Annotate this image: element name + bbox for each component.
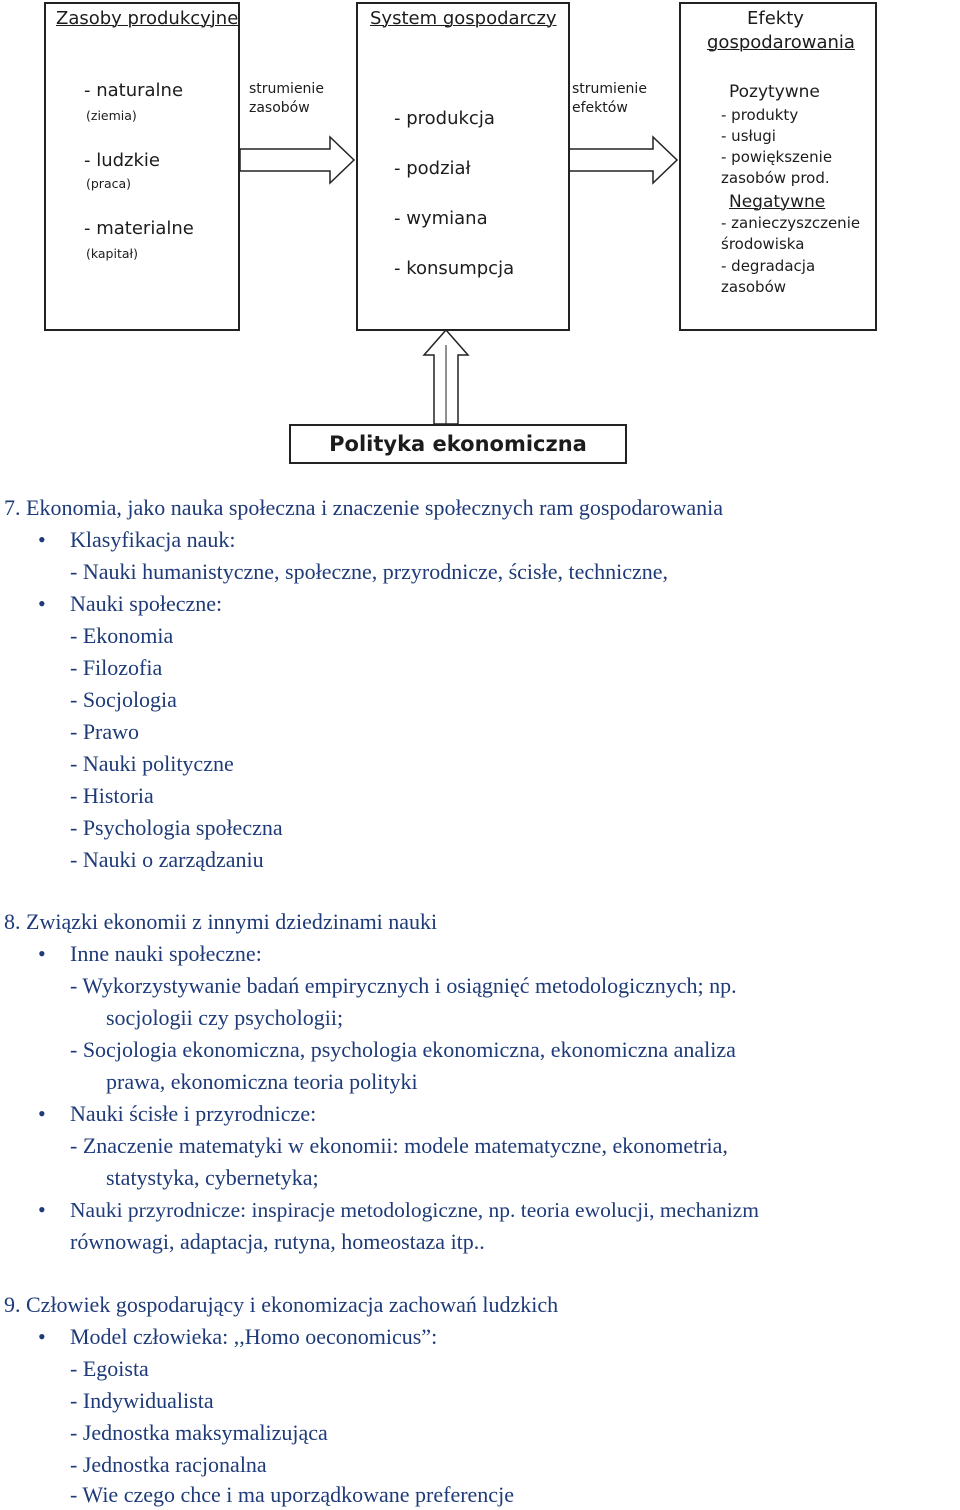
dash-item: - Socjologia: [70, 687, 177, 712]
positive-item: - powiększenie: [721, 148, 833, 166]
dash-item: - Jednostka maksymalizująca: [70, 1420, 328, 1445]
dash-item: - Ekonomia: [70, 623, 174, 648]
resource-note: (kapitał): [86, 246, 138, 261]
bullet-text-continued: równowagi, adaptacja, rutyna, homeostaza itp..: [70, 1229, 485, 1254]
dash-item: - Nauki humanistyczne, społeczne, przyrodnicze, ścisłe, techniczne,: [70, 559, 669, 584]
dash-item: - Jednostka racjonalna: [70, 1452, 267, 1477]
arrow-system-to-effects: [567, 137, 677, 183]
box-title-line: Efekty: [747, 8, 804, 29]
bullet-icon: •: [38, 1197, 46, 1222]
negative-item: - zanieczyszczenie: [721, 214, 861, 232]
economic-system-diagram: [0, 0, 960, 470]
flow-label-resources: [249, 80, 324, 118]
positive-item: zasobów prod.: [721, 169, 830, 187]
flow-label-effects: [572, 80, 647, 118]
system-item: - podział: [394, 158, 471, 179]
economic-policy-box: [289, 424, 627, 464]
bullet-icon: •: [38, 527, 46, 552]
bullet-text: Nauki społeczne:: [70, 591, 223, 616]
dash-item: - Nauki o zarządzaniu: [70, 847, 264, 872]
dash-item: - Nauki polityczne: [70, 751, 234, 776]
bullet-icon: •: [38, 941, 46, 966]
flow-label-line: strumienie: [572, 81, 647, 97]
resource-note: (praca): [86, 176, 132, 191]
dash-item: - Wykorzystywanie badań empirycznych i osiągnięć metodologicznych; np.: [70, 973, 737, 998]
system-item: - wymiana: [394, 208, 488, 229]
box-title: Zasoby produkcyjne: [56, 8, 239, 29]
policy-label: Polityka ekonomiczna: [329, 432, 587, 456]
economic-effects-box: [679, 2, 877, 331]
positive-item: - produkty: [721, 106, 799, 124]
dash-item-continued: prawa, ekonomiczna teoria polityki: [106, 1069, 418, 1094]
negative-item: zasobów: [721, 278, 787, 296]
bullet-text: Model człowieka: ,,Homo oeconomicus”:: [70, 1324, 438, 1349]
dash-item: - Socjologia ekonomiczna, psychologia ekonomiczna, ekonomiczna analiza: [70, 1037, 736, 1062]
dash-item-continued: statystyka, cybernetyka;: [106, 1165, 319, 1190]
negative-item: środowiska: [721, 235, 805, 253]
dash-item: - Egoista: [70, 1356, 149, 1381]
arrow-policy-to-system: [424, 330, 468, 424]
dash-item: - Psychologia społeczna: [70, 815, 283, 840]
flow-label-line: strumienie: [249, 81, 324, 97]
resource-item: - ludzkie: [84, 150, 160, 171]
bullet-text: Klasyfikacja nauk:: [70, 527, 236, 552]
dash-item: - Wie czego chce i ma uporządkowane preferencje: [70, 1482, 514, 1507]
bullet-text: Nauki przyrodnicze: inspiracje metodologiczne, np. teoria ewolucji, mechanizm: [70, 1198, 759, 1222]
positive-heading: Pozytywne: [729, 82, 820, 102]
box-title-line: gospodarowania: [707, 32, 855, 53]
section-heading: 8. Związki ekonomii z innymi dziedzinami nauki: [4, 909, 438, 934]
flow-label-line: efektów: [572, 100, 628, 116]
positive-item: - usługi: [721, 127, 776, 145]
bullet-text: Nauki ścisłe i przyrodnicze:: [70, 1101, 317, 1126]
section-heading: 7. Ekonomia, jako nauka społeczna i znaczenie społecznych ram gospodarowania: [4, 495, 723, 520]
resource-note: (ziemia): [86, 108, 137, 123]
dash-item: - Indywidualista: [70, 1388, 214, 1413]
system-item: - konsumpcja: [394, 258, 515, 279]
bullet-text: Inne nauki społeczne:: [70, 941, 262, 966]
dash-item: - Znaczenie matematyki w ekonomii: modele matematyczne, ekonometria,: [70, 1133, 728, 1158]
arrow-resources-to-system: [240, 137, 354, 183]
bullet-icon: •: [38, 591, 46, 616]
section-heading: 9. Człowiek gospodarujący i ekonomizacja zachowań ludzkich: [4, 1292, 559, 1317]
flow-label-line: zasobów: [249, 100, 310, 116]
negative-heading: Negatywne: [729, 192, 826, 212]
dash-item: - Prawo: [70, 719, 140, 744]
resource-item: - materialne: [84, 218, 194, 239]
dash-item: - Filozofia: [70, 655, 163, 680]
production-resources-box: [44, 2, 240, 331]
box-title: System gospodarczy: [370, 8, 557, 29]
resource-item: - naturalne: [84, 80, 184, 101]
dash-item: - Historia: [70, 783, 154, 808]
bullet-icon: •: [38, 1324, 46, 1349]
economic-system-box: [356, 2, 570, 331]
system-item: - produkcja: [394, 108, 495, 129]
bullet-icon: •: [38, 1101, 46, 1126]
negative-item: - degradacja: [721, 257, 816, 275]
dash-item-continued: socjologii czy psychologii;: [106, 1005, 344, 1030]
